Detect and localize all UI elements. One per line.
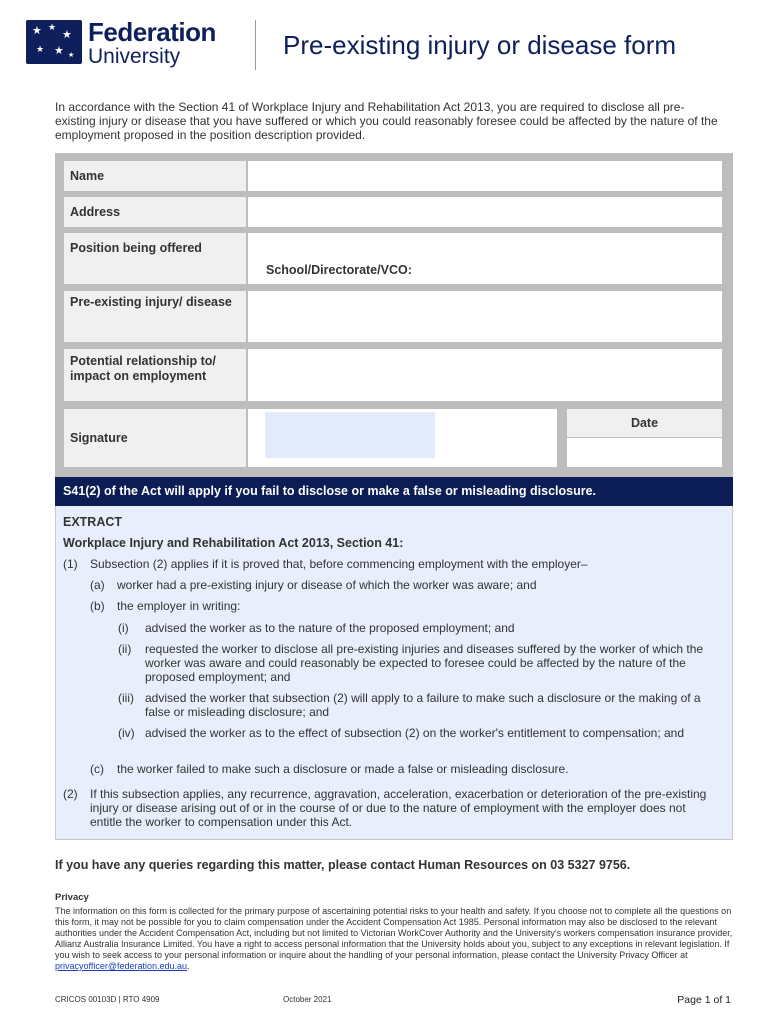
name-field[interactable]: [248, 161, 722, 191]
address-label: Address: [64, 197, 246, 227]
privacy-email-link[interactable]: privacyofficer@federation.edu.au: [55, 961, 188, 971]
page-number: Page 1 of 1: [677, 994, 731, 1006]
signature-box[interactable]: [265, 412, 435, 458]
privacy-text: [55, 906, 735, 972]
logo-subtitle: University: [88, 45, 181, 68]
date-label: Date: [567, 409, 722, 437]
item-ii-number: (ii): [118, 642, 132, 656]
date-field[interactable]: [567, 438, 722, 467]
injury-field[interactable]: [248, 291, 722, 342]
injury-label: Pre-existing injury/ disease: [64, 291, 246, 342]
extract-panel: [55, 506, 733, 840]
item-c-text: the worker failed to make such a disclosure or made a false or misleading disclosure.: [117, 762, 569, 776]
item2-number: (2): [63, 787, 78, 801]
item-i-text: advised the worker as to the nature of the proposed employment; and: [145, 621, 515, 635]
item-iii-number: (iii): [118, 691, 134, 705]
university-logo: [26, 18, 226, 72]
relationship-label: Potential relationship to/ impact on employment: [64, 349, 246, 401]
s41-warning-banner: S41(2) of the Act will apply if you fail to disclose or make a false or misleading disclosure.: [55, 477, 733, 506]
position-label: Position being offered: [64, 233, 246, 284]
item-iv-number: (iv): [118, 726, 135, 740]
address-field[interactable]: [248, 197, 722, 227]
header-divider: [255, 20, 256, 70]
privacy-period: .: [187, 961, 190, 971]
item-c-number: (c): [90, 762, 104, 776]
relationship-field[interactable]: [248, 349, 722, 401]
item2-text: If this subsection applies, any recurrence, aggravation, acceleration, exacerbation or deterioration of the pre-existing injury or disease arising out of or in the course of or due to the nature of employment with the employer does not entitle the worker to compensation under this Act.: [90, 787, 707, 829]
intro-paragraph: In accordance with the Section 41 of Workplace Injury and Rehabilitation Act 2013, you are required to disclose all pre-existing injury or disease that you have suffered or which you could reasonably foresee could be affected by the nature of the employment proposed in the position description provided.: [55, 100, 718, 142]
page-title: Pre-existing injury or disease form: [283, 30, 677, 60]
item-a-text: worker had a pre-existing injury or disease of which the worker was aware; and: [117, 578, 537, 592]
item1-number: (1): [63, 557, 78, 571]
item-i-number: (i): [118, 621, 129, 635]
act-title: Workplace Injury and Rehabilitation Act 2013, Section 41:: [63, 536, 404, 550]
contact-note: If you have any queries regarding this matter, please contact Human Resources on 03 5327 9756.: [55, 858, 631, 872]
footer-codes: CRICOS 00103D | RTO 4909: [55, 995, 160, 1004]
footer-date: October 2021: [283, 995, 332, 1004]
privacy-body: The information on this form is collected for the primary purpose of ascertaining potential risks to your health and safety. If you choose not to complete all the questions on this form, it may not be possible for you to claim compensation under the Accident Compensation Act 1985. Personal information may also be disclosed to the relevant authorities under the Accident Compensation Act, including but not limited to Victorian WorkCover Authority and the University's workers compensation insurance provider, Allianz Australia Insurance Limited. You have a right to access personal information that the University holds about you, subject to any exceptions in relevant legislation. If you wish to seek access to your personal information or inquire about the handling of your personal information, please contact the University Privacy Officer at: [55, 906, 733, 960]
item-b-text: the employer in writing:: [117, 599, 241, 613]
item-iv-text: advised the worker as to the effect of subsection (2) on the worker's entitlement to compensation; and: [145, 726, 685, 740]
southern-cross-flag-icon: ★ ★ ★ ★ ★ ★: [26, 20, 82, 64]
name-label: Name: [64, 161, 246, 191]
school-label: School/Directorate/VCO:: [266, 263, 412, 277]
item1-text: Subsection (2) applies if it is proved that, before commencing employment with the employer–: [90, 557, 588, 571]
privacy-heading: Privacy: [55, 892, 89, 903]
item-ii-text: requested the worker to disclose all pre-existing injuries and diseases suffered by the worker of which the worker was aware and could reasonably be expected to foresee could be affected by the nature of the proposed employment; and: [145, 642, 704, 684]
logo-name: Federation: [88, 17, 216, 47]
item-a-number: (a): [90, 578, 105, 592]
extract-heading: EXTRACT: [63, 515, 123, 529]
signature-label: Signature: [64, 409, 246, 467]
page-header: [0, 0, 768, 80]
item-iii-text: advised the worker that subsection (2) will apply to a failure to make such a disclosure or the making of a false or misleading disclosure; and: [145, 691, 701, 719]
item-b-number: (b): [90, 599, 105, 613]
